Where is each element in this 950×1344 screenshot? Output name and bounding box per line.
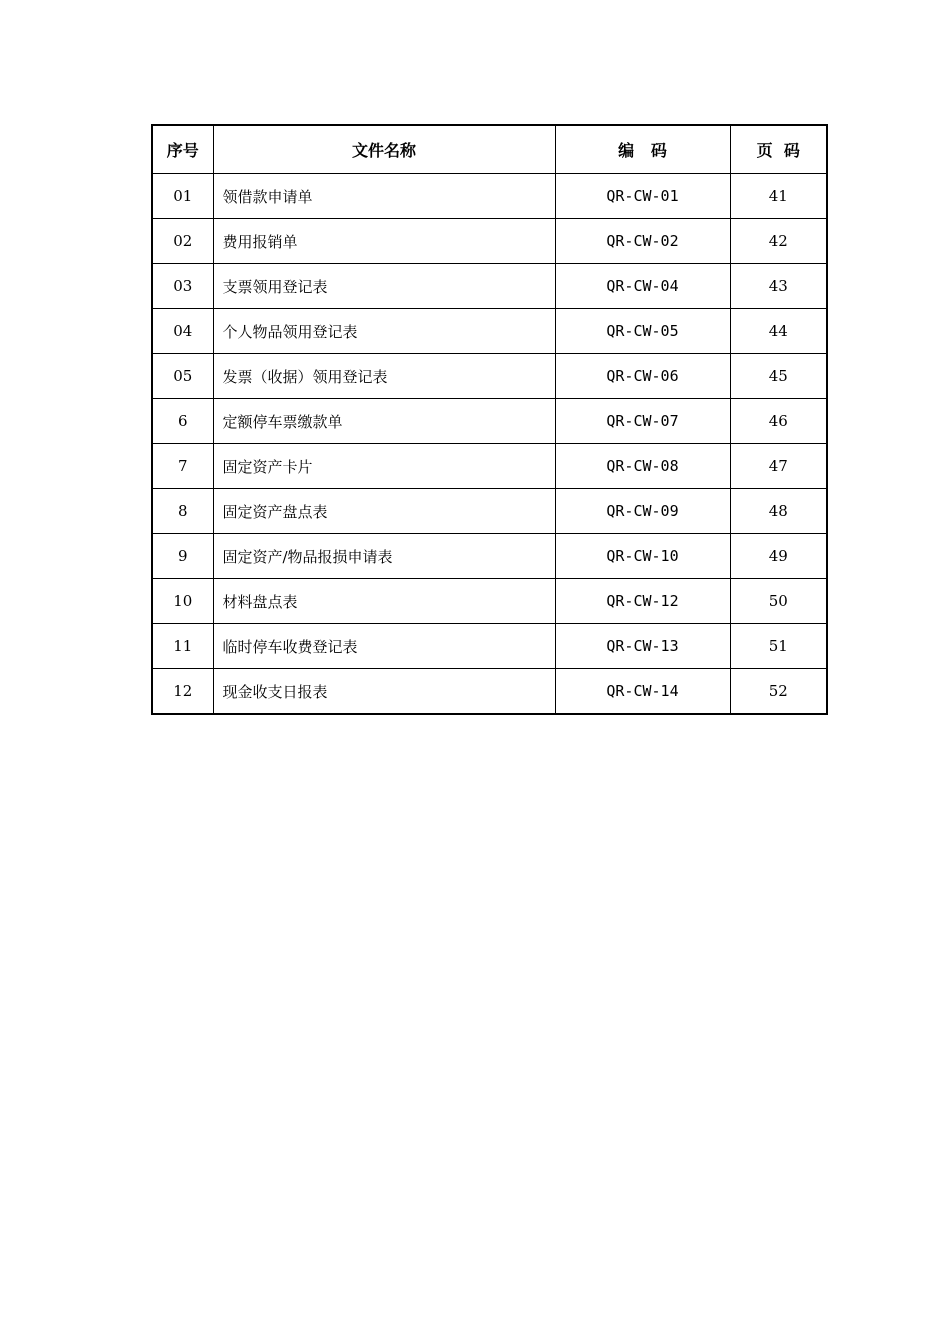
row-serial-number: 02 [152,219,213,264]
header-page: 页 码 [730,125,827,174]
header-serial-number: 序号 [152,125,213,174]
table-header-row [152,125,827,174]
document-index-table [151,124,828,715]
row-document-name: 材料盘点表 [213,579,555,624]
row-serial-number: 04 [152,309,213,354]
row-serial-number: 11 [152,624,213,669]
row-document-name: 发票（收据）领用登记表 [213,354,555,399]
row-code: QR-CW-08 [555,444,730,489]
table-row [152,264,827,309]
row-page: 42 [730,219,827,264]
row-serial-number: 6 [152,399,213,444]
row-serial-number: 05 [152,354,213,399]
row-document-name: 费用报销单 [213,219,555,264]
row-document-name: 固定资产卡片 [213,444,555,489]
row-document-name: 临时停车收费登记表 [213,624,555,669]
row-code: QR-CW-04 [555,264,730,309]
row-page: 48 [730,489,827,534]
row-serial-number: 7 [152,444,213,489]
row-serial-number: 01 [152,174,213,219]
row-serial-number: 12 [152,669,213,715]
row-serial-number: 10 [152,579,213,624]
table-row [152,354,827,399]
row-document-name: 领借款申请单 [213,174,555,219]
row-page: 51 [730,624,827,669]
row-code: QR-CW-01 [555,174,730,219]
row-serial-number: 03 [152,264,213,309]
table-row [152,669,827,715]
row-page: 43 [730,264,827,309]
header-code: 编 码 [555,125,730,174]
table-row [152,489,827,534]
row-code: QR-CW-09 [555,489,730,534]
row-code: QR-CW-02 [555,219,730,264]
row-page: 47 [730,444,827,489]
table-row [152,174,827,219]
row-document-name: 现金收支日报表 [213,669,555,715]
table-row [152,624,827,669]
table-row [152,309,827,354]
row-code: QR-CW-05 [555,309,730,354]
row-code: QR-CW-12 [555,579,730,624]
row-code: QR-CW-06 [555,354,730,399]
table-row [152,219,827,264]
table-row [152,399,827,444]
row-page: 49 [730,534,827,579]
header-document-name: 文件名称 [213,125,555,174]
row-page: 45 [730,354,827,399]
row-page: 52 [730,669,827,715]
row-page: 41 [730,174,827,219]
row-page: 46 [730,399,827,444]
row-page: 44 [730,309,827,354]
row-document-name: 支票领用登记表 [213,264,555,309]
row-document-name: 定额停车票缴款单 [213,399,555,444]
row-code: QR-CW-13 [555,624,730,669]
table-row [152,444,827,489]
row-document-name: 固定资产盘点表 [213,489,555,534]
row-code: QR-CW-10 [555,534,730,579]
row-code: QR-CW-07 [555,399,730,444]
row-code: QR-CW-14 [555,669,730,715]
row-page: 50 [730,579,827,624]
row-serial-number: 9 [152,534,213,579]
row-serial-number: 8 [152,489,213,534]
row-document-name: 固定资产/物品报损申请表 [213,534,555,579]
table-row [152,579,827,624]
row-document-name: 个人物品领用登记表 [213,309,555,354]
table-row [152,534,827,579]
